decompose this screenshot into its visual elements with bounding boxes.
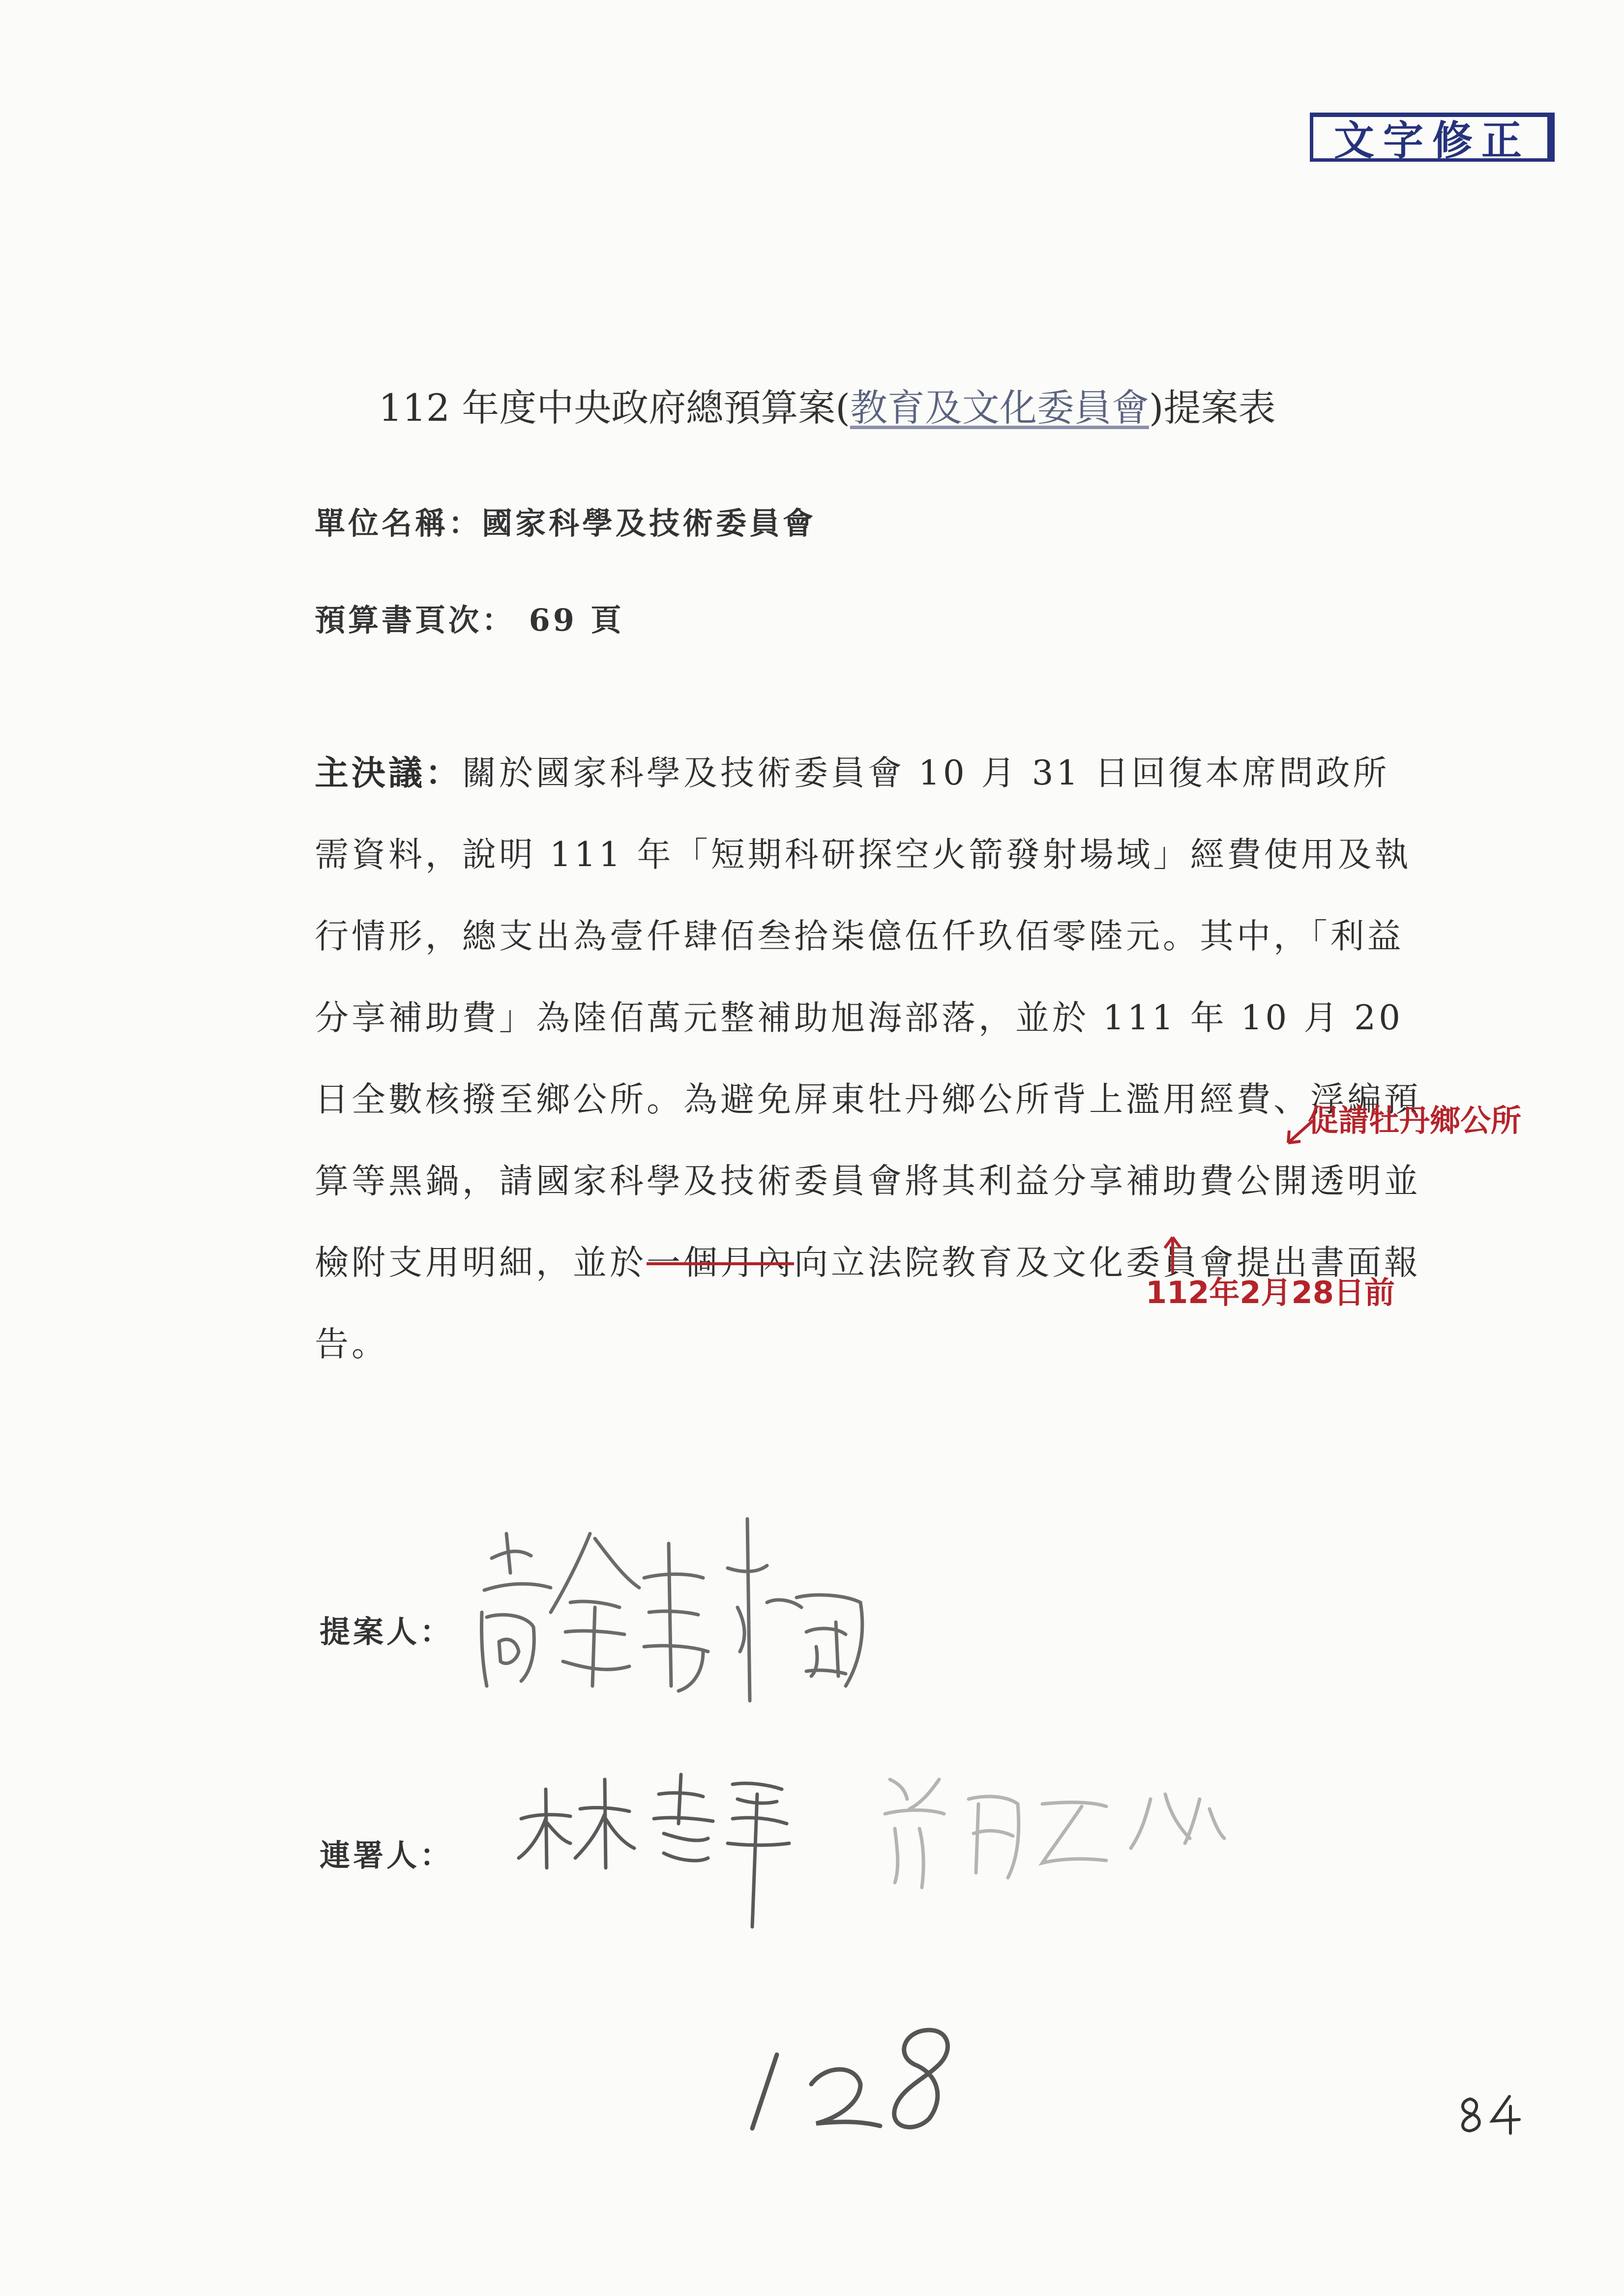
document-title bbox=[379, 383, 1362, 433]
unit-value: 國家科學及技術委員會 bbox=[482, 505, 817, 541]
unit-row bbox=[315, 504, 816, 543]
resolution-part3: 向立法院教育及文化委員會提出書面報告。 bbox=[315, 1243, 1421, 1364]
title-prefix: 112 年度中央政府總預算案( bbox=[379, 386, 850, 430]
title-suffix: )提案表 bbox=[1149, 386, 1276, 430]
page-ref-row bbox=[315, 601, 624, 640]
page-number bbox=[1455, 2089, 1529, 2138]
proposer-signature bbox=[472, 1504, 895, 1711]
title-committee: 教育及文化委員會 bbox=[850, 386, 1149, 430]
correction-insert-1: 促請牡丹鄉公所 bbox=[1308, 1103, 1522, 1138]
correction-insert-2: 112年2月28日前 bbox=[1146, 1275, 1395, 1310]
resolution-part2: 將其利益分享補助費公開透明並檢附支用明細，並於 bbox=[315, 1162, 1421, 1282]
resolution-struck: 一個月內 bbox=[647, 1243, 794, 1282]
cosigner-signature-1 bbox=[516, 1765, 792, 1961]
revision-stamp: 文字修正 bbox=[1310, 113, 1555, 162]
resolution-part1: 關於國家科學及技術委員會 10 月 31 日回復本席問政所需資料，說明 111 年「短期科研探空火箭發射場域」經費使用及執行情形，總支出為壹仟肆佰叁拾柒億伍仟玖佰零陸元。其中，「利益分享補助費」為陸佰萬元整補助旭海部落，並於 111 年 10 月 20 日全數核撥至鄉公所。為避免屏東牡丹鄉公所背上濫用經費、浮編預算等黑鍋，請國家科學及技術委員會 bbox=[315, 754, 1421, 1201]
resolution-lead: 主決議： bbox=[315, 753, 462, 793]
cosigner-label: 連署人： bbox=[320, 1837, 454, 1873]
page-ref-value: 69 頁 bbox=[515, 602, 624, 638]
handwritten-number bbox=[742, 2010, 988, 2138]
cosigner-signature-2 bbox=[875, 1760, 1229, 1907]
insert-arrow-1 bbox=[1278, 1116, 1318, 1155]
insert-arrow-2 bbox=[1158, 1231, 1187, 1276]
unit-label: 單位名稱： bbox=[315, 505, 482, 541]
page-ref-label: 預算書頁次： bbox=[315, 602, 516, 638]
proposer-label: 提案人： bbox=[320, 1614, 454, 1650]
